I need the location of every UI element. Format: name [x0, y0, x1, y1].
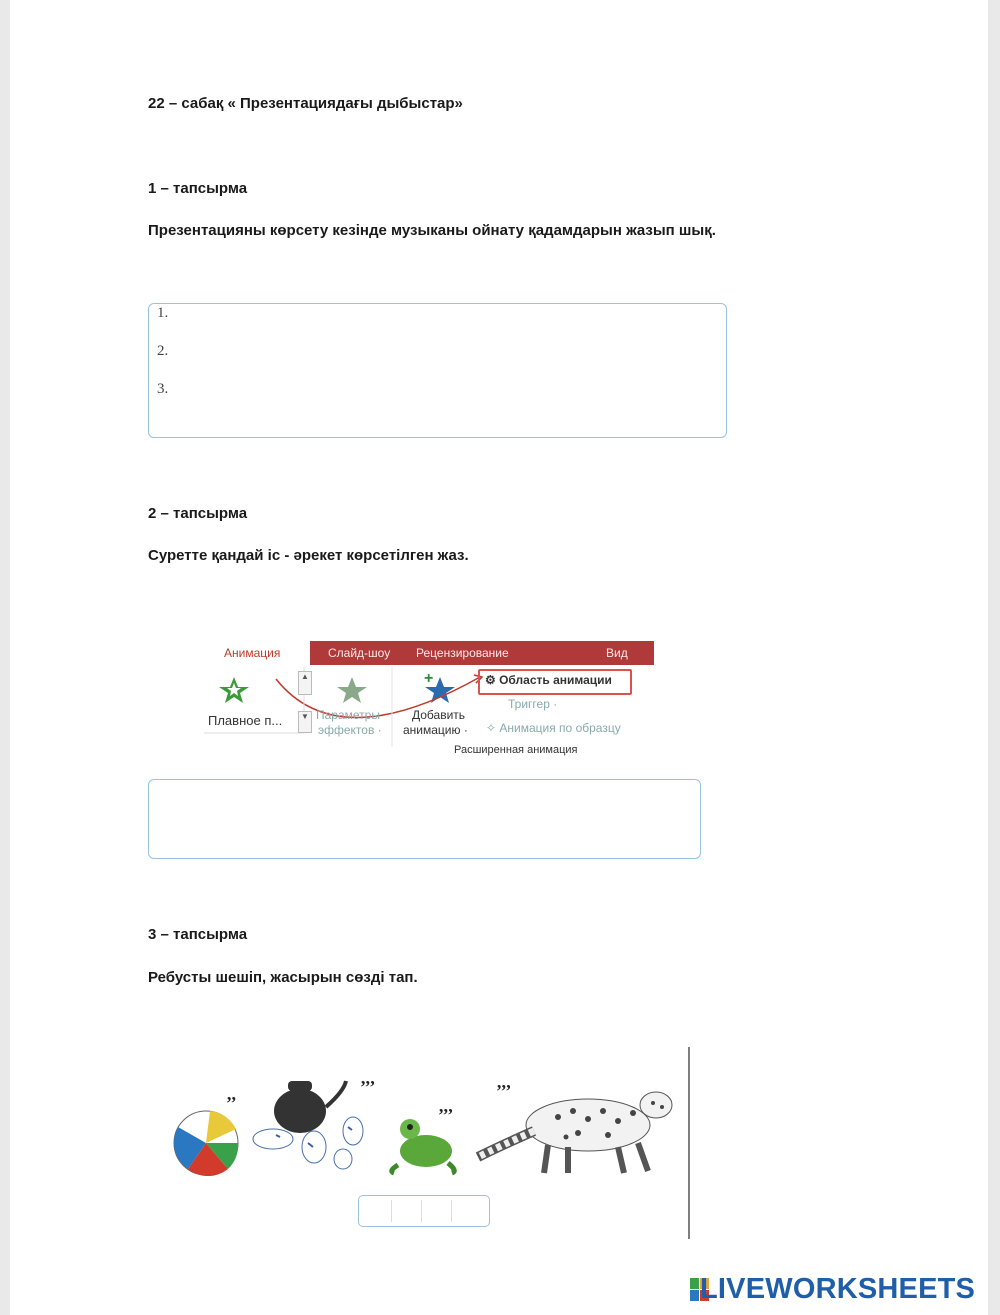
answer-cell[interactable]: [453, 1200, 481, 1222]
ribbon-graphics: [198, 637, 656, 761]
task3-title: 3 – тапсырма: [148, 926, 248, 943]
answer-cell[interactable]: [423, 1200, 452, 1222]
task1-title: 1 – тапсырма: [148, 180, 248, 197]
task2-instruction: Суретте қандай іс - әрекет көрсетілген жаз.: [148, 547, 469, 564]
effects-label-1: Параметры: [316, 708, 380, 722]
animation-painter-label: ✧ Анимация по образцу: [486, 721, 621, 735]
ball-icon: [174, 1111, 238, 1176]
rebus-mark-leopard: ’’’: [496, 1081, 512, 1101]
rebus-mark-ball: ’’: [226, 1093, 237, 1113]
liveworksheets-brand[interactable]: LIVEWORKSHEETS: [700, 1273, 976, 1305]
tab-review: Рецензирование: [416, 646, 509, 660]
add-animation-label-1: Добавить: [412, 708, 466, 722]
snow-leopard-icon: [478, 1092, 672, 1173]
animation-pane-icon: ⚙: [485, 673, 500, 687]
answer-cell[interactable]: [393, 1200, 422, 1222]
tab-view: Вид: [606, 646, 628, 660]
animation-pane-label: ⚙ Область анимации: [485, 673, 612, 687]
task1-item-2: 2.: [157, 343, 169, 359]
painter-icon: ✧: [486, 721, 500, 735]
task1-item-1: 1.: [157, 305, 169, 321]
svg-text:+: +: [424, 670, 434, 687]
gallery-up-icon: ▲: [298, 671, 312, 695]
tab-animation: Анимация: [224, 646, 281, 660]
trigger-label: Триггер ·: [508, 697, 558, 711]
rebus-answer-cells[interactable]: [358, 1195, 490, 1227]
task1-answer-box[interactable]: [148, 303, 727, 438]
tea-set-icon: [253, 1081, 363, 1169]
answer-cell[interactable]: [363, 1200, 392, 1222]
lesson-title: 22 – сабақ « Презентациядағы дыбыстар»: [148, 95, 463, 112]
task2-answer-box[interactable]: [148, 779, 701, 859]
advanced-animation-group: Расширенная анимация: [454, 744, 578, 756]
task1-item-3: 3.: [157, 381, 169, 397]
effects-label-2: эффектов ·: [318, 723, 382, 737]
task2-title: 2 – тапсырма: [148, 505, 248, 522]
rebus-mark-frog: ’’’: [438, 1105, 454, 1125]
effects-star-icon: [337, 677, 367, 703]
gallery-more-icon: ▼: [298, 711, 312, 733]
rebus-mark-teaset: ’’’: [360, 1077, 376, 1097]
ribbon-screenshot: [198, 637, 656, 761]
frog-icon: [392, 1119, 455, 1173]
task3-instruction: Ребусты шешіп, жасырын сөзді тап.: [148, 969, 418, 986]
tab-slideshow: Слайд-шоу: [328, 646, 391, 660]
add-animation-label-2: анимацию ·: [403, 723, 468, 737]
task1-instruction: Презентацияны көрсету кезінде музыканы ойнату қадамдарын жазып шық.: [148, 222, 716, 239]
smooth-label: Плавное п...: [208, 713, 283, 728]
